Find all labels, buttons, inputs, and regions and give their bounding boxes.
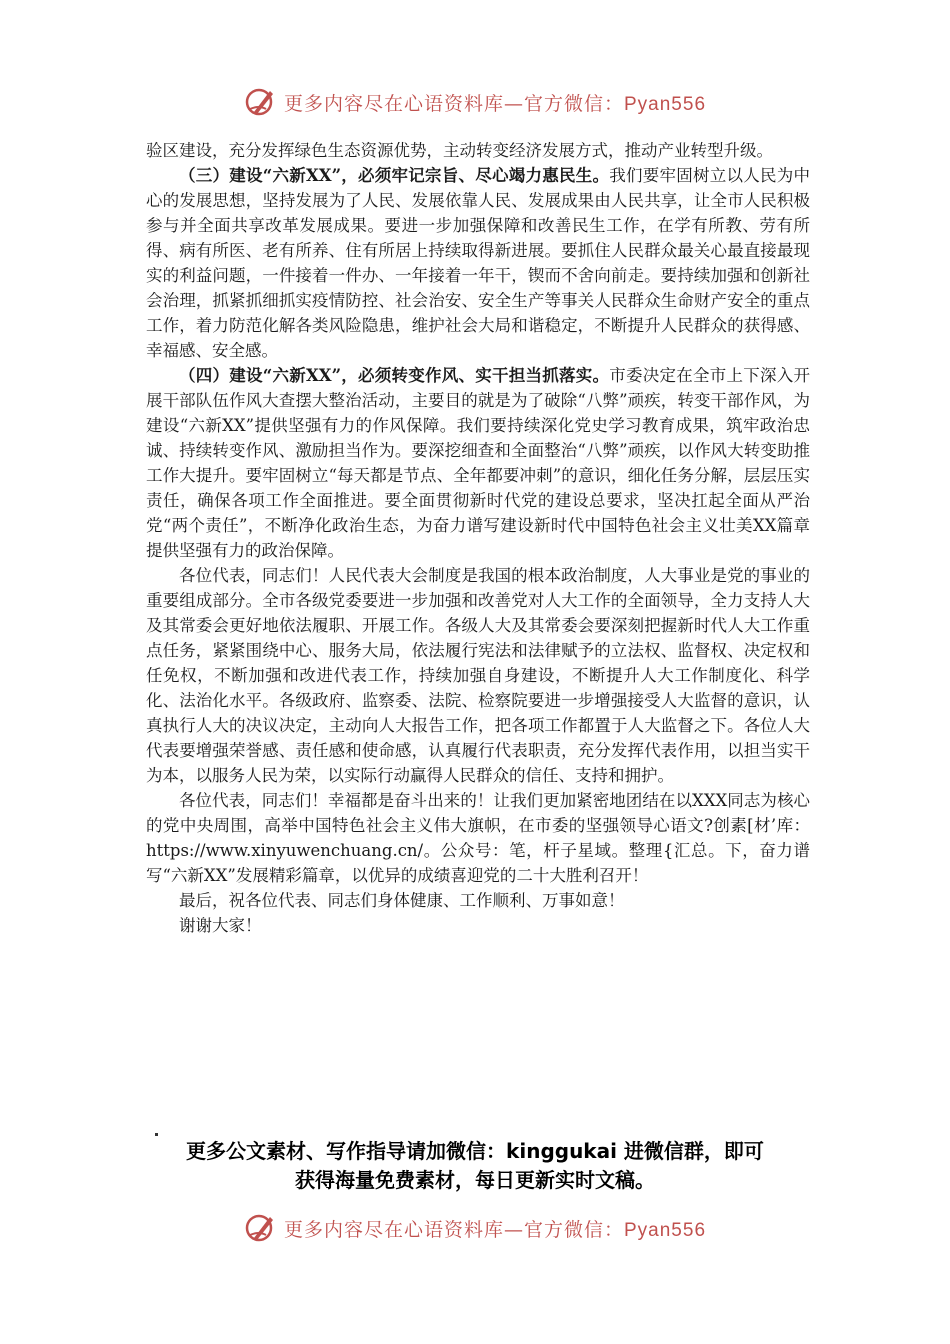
pen-logo-icon xyxy=(244,1211,278,1245)
top-watermark-banner xyxy=(0,82,950,122)
paragraph-2: （三）建设“六新XX”，必须牢记宗旨、尽心竭力惠民生。我们要牢固树立以人民为中心的发展思想，坚持发展为了人民、发展依靠人民、发展成果由人民共享，让全市人民积极参与并全面共享改革发展成果。要进一步加强保障和改善民生工作，在学有所教、劳有所得、病有所医、老有所养、住有所居上持续取得新进展。要抓住人民群众最关心最直接最现实的利益问题，一件接着一件办、一年接着一年干，锲而不舍向前走。要持续加强和创新社会治理，抓紧抓细抓实疫情防控、社会治安、安全生产等事关人民群众生命财产安全的重点工作，着力防范化解各类风险隐患，维护社会大局和谐稳定，不断提升人民群众的获得感、幸福感、安全感。 xyxy=(146,166,811,360)
promo-line-1: 更多公文素材、写作指导请加微信：kinggukai 进微信群，即可 xyxy=(186,1139,764,1163)
paragraph-1: 验区建设，充分发挥绿色生态资源优势，主动转变经济发展方式，推动产业转型升级。 xyxy=(146,141,773,160)
promo-line-2: 获得海量免费素材，每日更新实时文稿。 xyxy=(295,1168,655,1192)
pen-logo-icon xyxy=(244,85,278,119)
paragraph-7: 谢谢大家！ xyxy=(179,916,262,935)
promo-notice xyxy=(0,1137,950,1195)
section-4-heading: （四）建设“六新XX”，必须转变作风、实干担当抓落实。 xyxy=(179,366,610,385)
paragraph-4: 各位代表，同志们！人民代表大会制度是我国的根本政治制度，人大事业是党的事业的重要组成部分。全市各级党委要进一步加强和改善党对人大工作的全面领导，全力支持人大及其常委会更好地依法履职、开展工作。各级人大及其常委会要深刻把握新时代人大工作重点任务，紧紧围绕中心、服务大局，依法履行宪法和法律赋予的立法权、监督权、决定权和任免权，不断加强和改进代表工作，持续加强自身建设，不断提升人大工作制度化、科学化、法治化水平。各级政府、监察委、法院、检察院要进一步增强接受人大监督的意识，认真执行人大的决议决定，主动向人大报告工作，把各项工作都置于人大监督之下。各位人大代表要增强荣誉感、责任感和使命感，认真履行代表职责，充分发挥代表作用，以担当实干为本，以服务人民为荣，以实际行动赢得人民群众的信任、支持和拥护。 xyxy=(146,566,810,785)
banner-text: 更多内容尽在心语资料库—官方微信：Pyan556 xyxy=(283,1218,707,1241)
bottom-watermark-banner xyxy=(0,1208,950,1248)
section-3-heading: （三）建设“六新XX”，必须牢记宗旨、尽心竭力惠民生。 xyxy=(179,166,610,185)
paragraph-5: 各位代表，同志们！幸福都是奋斗出来的！让我们更加紧密地团结在以XXX同志为核心的党中央周围，高举中国特色社会主义伟大旗帜，在市委的坚强领导心语文?创素[材’库：https://www.xinyuwenchuang.cn/。公众号：笔，杆子星域。整理{汇总。下，奋力谱写“六新XX”发展精彩篇章，以优异的成绩喜迎党的二十大胜利召开！ xyxy=(146,791,810,885)
paragraph-3: （四）建设“六新XX”，必须转变作风、实干担当抓落实。市委决定在全市上下深入开展干部队伍作风大查摆大整治活动，主要目的就是为了破除“八弊”顽疾，转变干部作风，为建设“六新XX”提供坚强有力的作风保障。我们要持续深化党史学习教育成果，筑牢政治忠诚、持续转变作风、激励担当作为。要深挖细查和全面整治“八弊”顽疾，以作风大转变助推工作大提升。要牢固树立“每天都是节点、全年都要冲刺”的意识，细化任务分解，层层压实责任，确保各项工作全面推进。要全面贯彻新时代党的建设总要求，坚决扛起全面从严治党“两个责任”，不断净化政治生态，为奋力谱写建设新时代中国特色社会主义壮美XX篇章提供坚强有力的政治保障。 xyxy=(146,366,811,560)
banner-text: 更多内容尽在心语资料库—官方微信：Pyan556 xyxy=(283,92,707,115)
paragraph-6: 最后，祝各位代表、同志们身体健康、工作顺利、万事如意！ xyxy=(179,891,625,910)
document-body xyxy=(146,138,810,938)
divider-mark xyxy=(155,1133,158,1136)
